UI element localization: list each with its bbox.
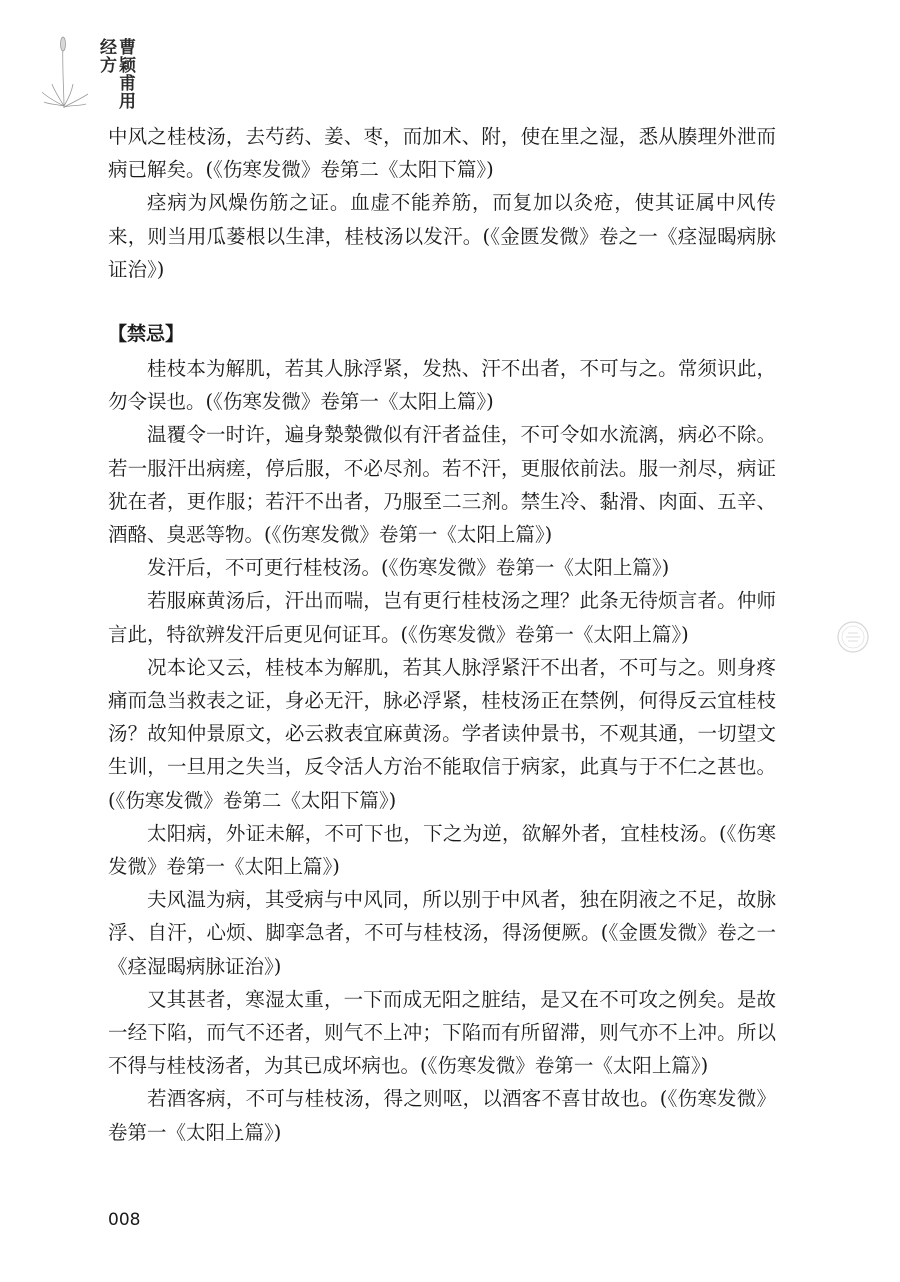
header-logo-text: 曹颖甫用经方 xyxy=(96,38,135,110)
paragraph: 痉病为风燥伤筋之证。血虚不能养筋，而复加以灸疮，使其证属中风传来，则当用瓜蒌根以生津，桂枝汤以发汗。(《金匮发微》卷之一《痉湿暍病脉证治》) xyxy=(108,191,776,281)
paragraph: 若服麻黄汤后，汗出而喘，岂有更行桂枝汤之理？此条无待烦言者。仲师言此，特欲辨发汗后更见何证耳。(《伤寒发微》卷第一《太阳上篇》) xyxy=(108,589,776,646)
paragraph: 夫风温为病，其受病与中风同，所以别于中风者，独在阴液之不足，故脉浮、自汗，心烦、脚挛急者，不可与桂枝汤，得汤便厥。(《金匮发微》卷之一《痉湿暍病脉证治》) xyxy=(108,888,776,978)
paragraph: 又其甚者，寒湿太重，一下而成无阳之脏结，是又在不可攻之例矣。是故一经下陷，而气不还者，则气不上冲；下陷而有所留滞，则气亦不上冲。所以不得与桂枝汤者，为其已成坏病也。(《伤寒发微》卷第一《太阳上篇》) xyxy=(108,987,776,1078)
page-number: 008 xyxy=(108,1210,141,1230)
paragraph: 中风之桂枝汤，去芍药、姜、枣，而加术、附，使在里之湿，悉从腠理外泄而病已解矣。(《伤寒发微》卷第二《太阳下篇》) xyxy=(108,125,776,182)
plant-illustration-icon xyxy=(42,30,102,110)
paragraph: 太阳病，外证未解，不可下也，下之为逆，欲解外者，宜桂枝汤。(《伤寒发微》卷第一《太阳上篇》) xyxy=(108,821,776,879)
paragraph: 况本论又云，桂枝本为解肌，若其人脉浮紧汗不出者，不可与之。则身疼痛而急当救表之证，身必无汗，脉必浮紧，桂枝汤正在禁例，何得反云宜桂枝汤？故知仲景原文，必云救表宜麻黄汤。学者读仲景书，不观其通，一切望文生训，一旦用之失当，反令活人方治不能取信于病家，此真与于不仁之甚也。(《伤寒发微》卷第二《太阳下篇》) xyxy=(108,655,776,812)
paragraph: 发汗后，不可更行桂枝汤。(《伤寒发微》卷第一《太阳上篇》) xyxy=(147,556,670,580)
section-heading: 【禁忌】 xyxy=(108,323,185,346)
paragraph: 若酒客病，不可与桂枝汤，得之则呕，以酒客不喜甘故也。(《伤寒发微》卷第一《太阳上篇》) xyxy=(108,1087,776,1144)
header-logo xyxy=(42,30,152,110)
page-content xyxy=(108,120,776,1149)
watermark-seal-icon xyxy=(836,620,870,654)
paragraph: 温覆令一时许，遍身漐漐微似有汗者益佳，不可令如水流漓，病必不除。若一服汗出病瘥，停后服，不必尽剂。若不汗，更服依前法。服一剂尽，病证犹在者，更作服；若汗不出者，乃服至二三剂。禁生冷、黏滑、肉面、五辛、酒酪、臭恶等物。(《伤寒发微》卷第一《太阳上篇》) xyxy=(108,423,776,547)
paragraph: 桂枝本为解肌，若其人脉浮紧，发热、汗不出者，不可与之。常须识此，勿令误也。(《伤寒发微》卷第一《太阳上篇》) xyxy=(108,357,776,414)
